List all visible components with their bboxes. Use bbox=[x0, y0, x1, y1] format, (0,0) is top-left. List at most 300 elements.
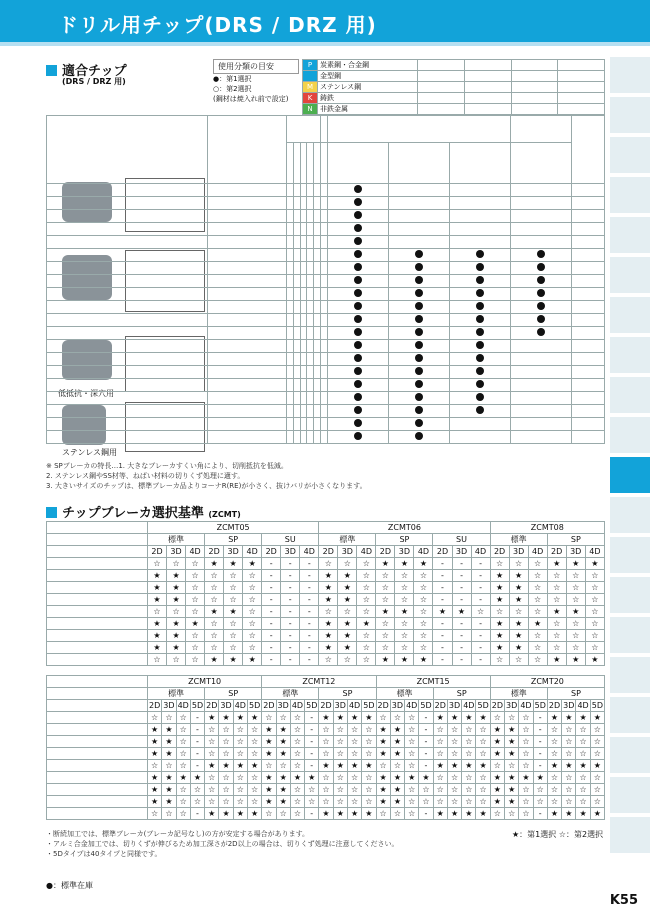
rating-cell: ★ bbox=[319, 642, 338, 654]
rating-cell: ☆ bbox=[338, 654, 357, 666]
iso-row bbox=[303, 71, 605, 82]
usage-legend bbox=[213, 59, 299, 104]
t1-row bbox=[47, 353, 605, 366]
shape-cell bbox=[47, 366, 208, 379]
rating-cell: ★ bbox=[447, 760, 461, 772]
t1-cell bbox=[572, 275, 605, 288]
rating-cell: ★ bbox=[395, 558, 414, 570]
t1-cell bbox=[510, 301, 571, 314]
rating-cell: ★ bbox=[509, 630, 528, 642]
rating-cell: ★ bbox=[566, 558, 585, 570]
stock-dot-icon bbox=[415, 406, 423, 414]
rating-cell: ☆ bbox=[305, 784, 319, 796]
t1-cell bbox=[449, 249, 510, 262]
rating-cell: ★ bbox=[590, 712, 604, 724]
t1-row bbox=[47, 340, 605, 353]
iso-cell bbox=[558, 104, 605, 115]
rating-cell: ☆ bbox=[476, 724, 490, 736]
rating-cell: ☆ bbox=[547, 582, 566, 594]
material-name bbox=[47, 712, 148, 724]
rating-cell: ☆ bbox=[562, 772, 576, 784]
material-name bbox=[47, 772, 148, 784]
depth-cell: 5D bbox=[591, 701, 603, 710]
rating-cell: ★ bbox=[224, 654, 243, 666]
rating-cell: ☆ bbox=[262, 760, 276, 772]
rating-cell: ★ bbox=[433, 712, 447, 724]
t1-cell bbox=[320, 288, 327, 301]
t1-row bbox=[47, 366, 605, 379]
size-head bbox=[47, 676, 148, 688]
stock-dot-icon bbox=[476, 367, 484, 375]
rating-cell: - bbox=[281, 654, 300, 666]
t1-cell bbox=[293, 431, 300, 444]
t1-cell bbox=[300, 223, 307, 236]
t1-cell bbox=[572, 288, 605, 301]
iso-code bbox=[303, 71, 318, 82]
t1-cell bbox=[327, 431, 388, 444]
material-row bbox=[47, 594, 605, 606]
rating-cell: - bbox=[305, 760, 319, 772]
rating-cell: ☆ bbox=[148, 760, 162, 772]
legend-note: (鋼材は焼入れ前で設定) bbox=[213, 95, 289, 103]
rating-cell: - bbox=[471, 630, 490, 642]
side-tab-a[interactable] bbox=[610, 56, 650, 93]
rating-cell: ☆ bbox=[333, 736, 347, 748]
rating-cell: ☆ bbox=[233, 772, 247, 784]
rating-cell: ★ bbox=[148, 594, 167, 606]
rating-cell: ☆ bbox=[405, 796, 419, 808]
rating-cell: ☆ bbox=[347, 772, 361, 784]
rating-cell: - bbox=[300, 594, 319, 606]
t1-cell bbox=[449, 262, 510, 275]
rating-cell: - bbox=[452, 630, 471, 642]
material-row bbox=[47, 808, 605, 820]
rating-cell: ☆ bbox=[414, 618, 433, 630]
rating-cell: ★ bbox=[547, 606, 566, 618]
rating-cell: - bbox=[533, 808, 547, 820]
t1-cell bbox=[293, 249, 300, 262]
rating-cell: ☆ bbox=[490, 808, 504, 820]
rating-cell: - bbox=[281, 570, 300, 582]
t1-cell bbox=[327, 197, 388, 210]
stock-dot-icon bbox=[354, 406, 362, 414]
rating-cell: ☆ bbox=[276, 712, 290, 724]
rating-cell: ☆ bbox=[414, 594, 433, 606]
stock-dot-icon bbox=[537, 276, 545, 284]
material-name bbox=[47, 784, 148, 796]
side-tab-h[interactable] bbox=[610, 336, 650, 373]
rating-cell: ☆ bbox=[205, 736, 219, 748]
rating-cell: - bbox=[305, 748, 319, 760]
rating-cell: ★ bbox=[347, 760, 361, 772]
depth-cell: 4D bbox=[186, 546, 205, 558]
rating-cell: ☆ bbox=[186, 558, 205, 570]
stock-dot-icon bbox=[415, 328, 423, 336]
side-tab-e[interactable] bbox=[610, 216, 650, 253]
rating-cell: ☆ bbox=[176, 796, 190, 808]
rating-cell: - bbox=[262, 594, 281, 606]
rating-cell: ☆ bbox=[395, 630, 414, 642]
material-name bbox=[47, 642, 148, 654]
rating-cell: ☆ bbox=[395, 570, 414, 582]
t1-cell bbox=[300, 314, 307, 327]
rating-cell: ★ bbox=[162, 796, 176, 808]
size-cell: ZCMT08 bbox=[490, 522, 604, 534]
t1-cell bbox=[293, 418, 300, 431]
rating-cell: ★ bbox=[476, 760, 490, 772]
page-number: K55 bbox=[609, 893, 638, 908]
t1-cell bbox=[320, 392, 327, 405]
breaker-cell: 標準 bbox=[262, 688, 319, 700]
t1-cell bbox=[307, 236, 314, 249]
t1-cell bbox=[300, 197, 307, 210]
rating-cell: ★ bbox=[148, 570, 167, 582]
t1-cell bbox=[320, 275, 327, 288]
t1-cell bbox=[287, 327, 294, 340]
depth-cell: 4D bbox=[300, 546, 319, 558]
material-name bbox=[47, 654, 148, 666]
t1-cell bbox=[320, 223, 327, 236]
side-tab-m[interactable] bbox=[610, 536, 650, 573]
rating-cell: ★ bbox=[509, 570, 528, 582]
rating-cell: ★ bbox=[148, 736, 162, 748]
model-cell bbox=[208, 184, 287, 197]
depth-cell: 3D bbox=[448, 701, 461, 710]
rating-cell: ☆ bbox=[547, 594, 566, 606]
rating-cell: ☆ bbox=[447, 736, 461, 748]
stock-dot-icon bbox=[354, 328, 362, 336]
rating-cell: ☆ bbox=[357, 642, 376, 654]
model-cell bbox=[208, 288, 287, 301]
iso-cell bbox=[558, 93, 605, 104]
rating-cell: ☆ bbox=[219, 736, 233, 748]
side-tab-j[interactable] bbox=[610, 416, 650, 453]
stock-dot-icon bbox=[537, 250, 545, 258]
t1-cell bbox=[314, 236, 321, 249]
material-name bbox=[47, 760, 148, 772]
rating-cell: ★ bbox=[319, 618, 338, 630]
stock-dot-icon bbox=[537, 315, 545, 323]
depth-row bbox=[47, 546, 605, 558]
rating-cell: ★ bbox=[162, 748, 176, 760]
t1-cell bbox=[300, 249, 307, 262]
breaker-row bbox=[47, 534, 605, 546]
side-tab-o[interactable] bbox=[610, 616, 650, 653]
t1-cell bbox=[320, 301, 327, 314]
iso-cell bbox=[418, 104, 465, 115]
rating-cell: - bbox=[433, 570, 452, 582]
rating-cell: ☆ bbox=[148, 654, 167, 666]
side-tab-n[interactable] bbox=[610, 576, 650, 613]
rating-cell: ☆ bbox=[357, 630, 376, 642]
rating-cell: ★ bbox=[186, 618, 205, 630]
stock-dot-icon bbox=[476, 263, 484, 271]
rating-cell: ☆ bbox=[186, 642, 205, 654]
depth-cell: 5D bbox=[306, 701, 318, 710]
depth-cell: 2D bbox=[433, 546, 452, 558]
depth-cell: 4D bbox=[406, 701, 418, 710]
model-cell bbox=[208, 392, 287, 405]
rating-cell: ★ bbox=[148, 724, 162, 736]
rating-cell: ☆ bbox=[376, 760, 390, 772]
rating-cell: ★ bbox=[505, 736, 519, 748]
rating-cell: ☆ bbox=[562, 796, 576, 808]
rating-cell: ☆ bbox=[562, 736, 576, 748]
t1-cell bbox=[314, 262, 321, 275]
t1-cell bbox=[314, 197, 321, 210]
t1-cell bbox=[314, 223, 321, 236]
rating-cell: ★ bbox=[447, 712, 461, 724]
rating-cell: ★ bbox=[347, 712, 361, 724]
rating-cell: ☆ bbox=[433, 784, 447, 796]
t1-cell bbox=[320, 366, 327, 379]
rating-cell: ★ bbox=[276, 784, 290, 796]
depth-cell: 4D bbox=[471, 546, 490, 558]
rating-cell: - bbox=[262, 642, 281, 654]
rating-cell: ☆ bbox=[547, 736, 561, 748]
side-tab-d[interactable] bbox=[610, 176, 650, 213]
side-tab-c[interactable] bbox=[610, 136, 650, 173]
material-row bbox=[47, 724, 605, 736]
stock-dot-icon bbox=[476, 315, 484, 323]
rating-cell: ★ bbox=[490, 642, 509, 654]
rating-cell: ☆ bbox=[247, 772, 261, 784]
rating-cell: ☆ bbox=[390, 760, 404, 772]
t1-cell bbox=[293, 340, 300, 353]
stock-dot-icon bbox=[415, 341, 423, 349]
rating-cell: - bbox=[300, 642, 319, 654]
rating-cell: ☆ bbox=[243, 606, 262, 618]
side-tab-t[interactable] bbox=[610, 816, 650, 853]
t1-cell bbox=[572, 210, 605, 223]
depth-cell: 2D bbox=[206, 701, 218, 710]
rating-cell: ☆ bbox=[509, 558, 528, 570]
side-tab-f[interactable] bbox=[610, 256, 650, 293]
material-row bbox=[47, 606, 605, 618]
rating-cell: ☆ bbox=[176, 724, 190, 736]
t1-cell bbox=[510, 210, 571, 223]
depth-cell: 2D bbox=[547, 546, 566, 558]
rating-cell: ☆ bbox=[576, 736, 590, 748]
rating-cell: - bbox=[305, 808, 319, 820]
material-row bbox=[47, 772, 605, 784]
t1-cell bbox=[293, 184, 300, 197]
t1-cell bbox=[320, 353, 327, 366]
rating-cell: - bbox=[262, 606, 281, 618]
rating-cell: ☆ bbox=[319, 736, 333, 748]
rating-cell: ☆ bbox=[205, 594, 224, 606]
rating-cell: ☆ bbox=[585, 582, 604, 594]
material-name bbox=[47, 796, 148, 808]
t1-cell bbox=[327, 379, 388, 392]
breaker-cell: SU bbox=[262, 534, 319, 546]
rating-cell: ☆ bbox=[190, 784, 204, 796]
t1-cell bbox=[510, 405, 571, 418]
side-tab-r[interactable] bbox=[610, 736, 650, 773]
t1-cell bbox=[449, 236, 510, 249]
rating-cell: - bbox=[300, 618, 319, 630]
rating-cell: ☆ bbox=[186, 606, 205, 618]
rating-cell: ☆ bbox=[576, 724, 590, 736]
depth-head bbox=[47, 700, 148, 712]
stock-dot-icon bbox=[354, 263, 362, 271]
rating-cell: ☆ bbox=[490, 558, 509, 570]
side-tab-l[interactable] bbox=[610, 496, 650, 533]
rating-cell: ★ bbox=[338, 594, 357, 606]
rating-cell: ☆ bbox=[162, 712, 176, 724]
section-square-icon bbox=[46, 65, 57, 76]
rating-cell: ★ bbox=[376, 606, 395, 618]
t1-row bbox=[47, 223, 605, 236]
side-tab-q[interactable] bbox=[610, 696, 650, 733]
rating-cell: ☆ bbox=[547, 784, 561, 796]
rating-cell: ☆ bbox=[176, 784, 190, 796]
t1-row bbox=[47, 249, 605, 262]
rating-cell: ☆ bbox=[224, 618, 243, 630]
t1-cell bbox=[287, 197, 294, 210]
t1-cell bbox=[287, 210, 294, 223]
rating-cell: ☆ bbox=[362, 724, 376, 736]
rating-cell: ☆ bbox=[528, 606, 547, 618]
side-tab-g[interactable] bbox=[610, 296, 650, 333]
rating-cell: ☆ bbox=[290, 808, 304, 820]
rating-cell: ☆ bbox=[362, 772, 376, 784]
rating-cell: ☆ bbox=[243, 594, 262, 606]
rating-cell: ★ bbox=[319, 808, 333, 820]
rating-cell: - bbox=[533, 736, 547, 748]
t1-row bbox=[47, 392, 605, 405]
model-cell bbox=[208, 314, 287, 327]
rating-cell: ★ bbox=[414, 558, 433, 570]
material-name bbox=[47, 736, 148, 748]
iso-label: ステンレス鋼 bbox=[318, 82, 418, 93]
rating-cell: - bbox=[452, 558, 471, 570]
material-name bbox=[47, 558, 148, 570]
rating-cell: ☆ bbox=[219, 784, 233, 796]
t1-cell bbox=[307, 379, 314, 392]
rating-cell: ☆ bbox=[519, 760, 533, 772]
t1-cell bbox=[307, 288, 314, 301]
rating-cell: ★ bbox=[357, 618, 376, 630]
rating-cell: ☆ bbox=[357, 594, 376, 606]
header-shade bbox=[0, 42, 650, 46]
t1-cell bbox=[327, 405, 388, 418]
rating-cell: ☆ bbox=[528, 594, 547, 606]
stock-dot-icon bbox=[354, 302, 362, 310]
t1-cell bbox=[449, 431, 510, 444]
rating-cell: ★ bbox=[476, 712, 490, 724]
rating-cell: ☆ bbox=[433, 748, 447, 760]
rating-cell: ☆ bbox=[276, 808, 290, 820]
stock-dot-icon bbox=[415, 432, 423, 440]
depth-cell: 5D bbox=[477, 701, 489, 710]
rating-cell: - bbox=[305, 724, 319, 736]
rating-cell: ☆ bbox=[528, 558, 547, 570]
rating-cell: ★ bbox=[505, 772, 519, 784]
breaker-cell: 標準 bbox=[490, 688, 547, 700]
side-tab-k[interactable] bbox=[610, 456, 650, 493]
side-tab-i[interactable] bbox=[610, 376, 650, 413]
depth-cell: 3D bbox=[395, 546, 414, 558]
rating-cell: ★ bbox=[167, 630, 186, 642]
t1-cell bbox=[287, 314, 294, 327]
rating-cell: ☆ bbox=[414, 606, 433, 618]
depth-cell: 5D bbox=[420, 701, 432, 710]
rating-cell: ★ bbox=[490, 630, 509, 642]
t1-cell bbox=[320, 210, 327, 223]
stock-dot-icon bbox=[354, 380, 362, 388]
breaker-table-a bbox=[46, 521, 605, 666]
rating-cell: ☆ bbox=[562, 724, 576, 736]
material-row bbox=[47, 748, 605, 760]
t1-cell bbox=[293, 327, 300, 340]
side-tab-p[interactable] bbox=[610, 656, 650, 693]
t1-cell bbox=[572, 353, 605, 366]
rating-cell: ★ bbox=[585, 654, 604, 666]
rating-cell: - bbox=[533, 712, 547, 724]
rating-cell: - bbox=[300, 570, 319, 582]
rating-cell: - bbox=[471, 618, 490, 630]
depth-cell: 4D bbox=[357, 546, 376, 558]
rating-cell: ☆ bbox=[590, 796, 604, 808]
t1-cell bbox=[388, 249, 449, 262]
rating-cell: ☆ bbox=[176, 748, 190, 760]
iso-label: 金型鋼 bbox=[318, 71, 418, 82]
size-cell: ZCMT06 bbox=[319, 522, 490, 534]
rating-cell: - bbox=[281, 582, 300, 594]
material-name bbox=[47, 808, 148, 820]
rating-cell: ☆ bbox=[247, 748, 261, 760]
rating-cell: ☆ bbox=[205, 630, 224, 642]
t1-cell bbox=[388, 366, 449, 379]
rating-cell: - bbox=[262, 558, 281, 570]
rating-cell: ☆ bbox=[205, 784, 219, 796]
stock-dot-icon bbox=[537, 328, 545, 336]
depth-cell: 4D bbox=[463, 701, 475, 710]
side-tab-b[interactable] bbox=[610, 96, 650, 133]
t1-cell bbox=[327, 184, 388, 197]
rating-cell: - bbox=[281, 606, 300, 618]
size-cell: ZCMT10 bbox=[148, 676, 262, 688]
rating-cell: ☆ bbox=[347, 748, 361, 760]
t1-cell bbox=[307, 314, 314, 327]
rating-cell: ★ bbox=[490, 748, 504, 760]
breaker-cell: 標準 bbox=[148, 534, 205, 546]
depth-cell: 3D bbox=[566, 546, 585, 558]
rating-cell: ★ bbox=[576, 760, 590, 772]
t1-cell bbox=[287, 392, 294, 405]
t1-cell bbox=[300, 301, 307, 314]
rating-cell: - bbox=[533, 760, 547, 772]
side-tab-s[interactable] bbox=[610, 776, 650, 813]
grade-header bbox=[388, 143, 449, 184]
material-row bbox=[47, 630, 605, 642]
t1-cell bbox=[388, 275, 449, 288]
rating-cell: ★ bbox=[233, 760, 247, 772]
breaker-cell: SP bbox=[547, 688, 604, 700]
t1-cell bbox=[388, 418, 449, 431]
rating-cell: ★ bbox=[167, 642, 186, 654]
iso-label: 鋳鉄 bbox=[318, 93, 418, 104]
depth-cell: 3D bbox=[220, 701, 232, 710]
material-row bbox=[47, 784, 605, 796]
rating-cell: ☆ bbox=[290, 760, 304, 772]
depth-row bbox=[47, 700, 605, 712]
depth-cell: 4D bbox=[528, 546, 547, 558]
rating-cell: ★ bbox=[162, 736, 176, 748]
t1-cell bbox=[300, 379, 307, 392]
rating-cell: ★ bbox=[490, 618, 509, 630]
